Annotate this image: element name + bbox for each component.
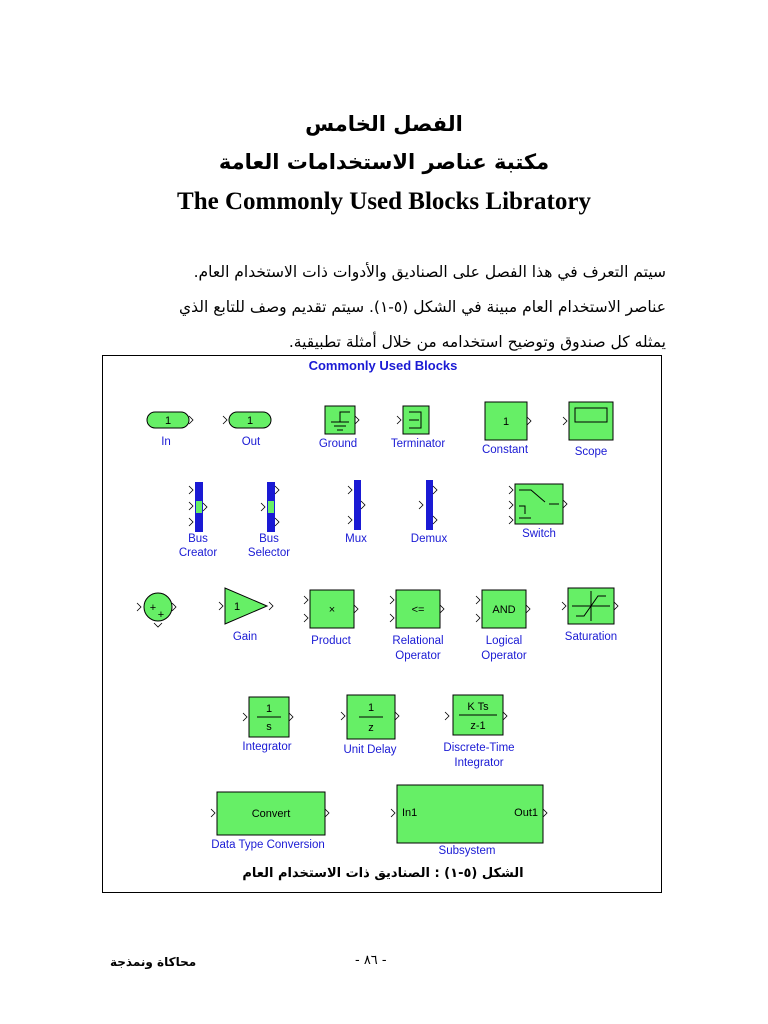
product-symbol: ×	[328, 604, 336, 616]
logical-label-1: Logical	[485, 635, 523, 647]
integrator-label: Integrator	[242, 741, 292, 753]
logical-label-2: Operator	[481, 650, 527, 662]
intro-paragraph	[100, 255, 666, 360]
svg-text:+: +	[149, 602, 157, 614]
figure-title: Commonly Used Blocks	[308, 358, 458, 373]
intro-line: سيتم التعرف في هذا الفصل على الصناديق والأدوات ذات الاستخدام العام.	[193, 263, 666, 281]
intro-line: عناصر الاستخدام العام مبينة في الشكل (٥-١). سيتم تقديم وصف للتابع الذي	[178, 298, 666, 316]
bus-selector-label-2: Selector	[247, 547, 291, 559]
intro-line: يمثله كل صندوق وتوضيح استخدامه من خلال أمثلة تطبيقية.	[288, 333, 666, 351]
product-label: Product	[311, 635, 351, 647]
relational-label-1: Relational	[392, 635, 444, 647]
unit-delay-label: Unit Delay	[343, 744, 397, 756]
sum-block	[137, 593, 176, 627]
in-label: In	[161, 436, 171, 448]
figure-commonly-used-blocks	[102, 355, 662, 893]
subsystem-label: Subsystem	[438, 845, 496, 857]
logical-symbol: AND	[492, 604, 516, 616]
constant-block	[482, 402, 531, 456]
figure-caption: الشكل (٥-١) : الصناديق ذات الاستخدام العام	[242, 866, 524, 881]
discrete-label-1: Discrete-Time	[443, 742, 515, 754]
bus-selector-label-1: Bus	[259, 533, 279, 545]
page-number: - ٨٦ -	[355, 953, 387, 968]
relational-label-2: Operator	[395, 650, 441, 662]
bus-creator-label-1: Bus	[188, 533, 208, 545]
scope-label: Scope	[574, 446, 608, 458]
data-type-text: Convert	[251, 808, 291, 820]
out-block	[223, 412, 271, 448]
saturation-block	[562, 588, 618, 643]
bus-creator-label-2: Creator	[178, 547, 218, 559]
product-block	[304, 590, 358, 647]
out-value: 1	[246, 415, 254, 427]
out-label: Out	[241, 436, 261, 448]
gain-block	[219, 588, 273, 643]
discrete-den: z-1	[470, 720, 486, 732]
gain-label: Gain	[232, 631, 258, 643]
constant-label: Constant	[481, 444, 529, 456]
switch-block	[509, 484, 567, 540]
integrator-num: 1	[265, 703, 273, 715]
bus-selector-block	[248, 482, 290, 559]
discrete-num: K Ts	[467, 701, 489, 713]
subsystem-in: In1	[402, 807, 418, 819]
switch-label: Switch	[522, 528, 556, 540]
discrete-label-2: Integrator	[454, 757, 504, 769]
unit-delay-num: 1	[367, 702, 375, 714]
in-block	[147, 412, 193, 448]
data-type-conversion-block	[211, 792, 329, 851]
ground-block	[319, 406, 359, 450]
english-title: The Commonly Used Blocks Libratory	[177, 188, 591, 215]
footer-book-title: محاكاة ونمذجة	[110, 955, 197, 969]
demux-label: Demux	[410, 533, 448, 545]
unit-delay-block	[341, 695, 399, 756]
relational-symbol: <=	[411, 604, 425, 616]
mux-label: Mux	[345, 533, 367, 545]
scope-block	[563, 402, 613, 458]
relational-operator-block	[390, 590, 444, 662]
chapter-title: الفصل الخامس	[305, 112, 463, 136]
terminator-block	[391, 406, 445, 450]
gain-value: 1	[233, 601, 241, 613]
unit-delay-den: z	[368, 722, 374, 734]
data-type-label: Data Type Conversion	[211, 839, 325, 851]
blocks-diagram	[103, 356, 663, 894]
svg-text:+: +	[157, 609, 165, 621]
terminator-label: Terminator	[390, 438, 446, 450]
bus-creator-block	[179, 482, 218, 559]
constant-value: 1	[502, 416, 510, 428]
saturation-label: Saturation	[564, 631, 618, 643]
arabic-title: مكتبة عناصر الاستخدامات العامة	[218, 150, 550, 174]
integrator-den: s	[266, 721, 272, 733]
integrator-block	[242, 697, 293, 753]
demux-block	[411, 480, 448, 545]
subsystem-block	[391, 785, 547, 857]
ground-label: Ground	[318, 438, 358, 450]
subsystem-out: Out1	[514, 807, 538, 819]
discrete-time-integrator-block	[443, 695, 514, 769]
logical-operator-block	[476, 590, 530, 662]
in-value: 1	[164, 415, 172, 427]
mux-block	[345, 480, 367, 545]
